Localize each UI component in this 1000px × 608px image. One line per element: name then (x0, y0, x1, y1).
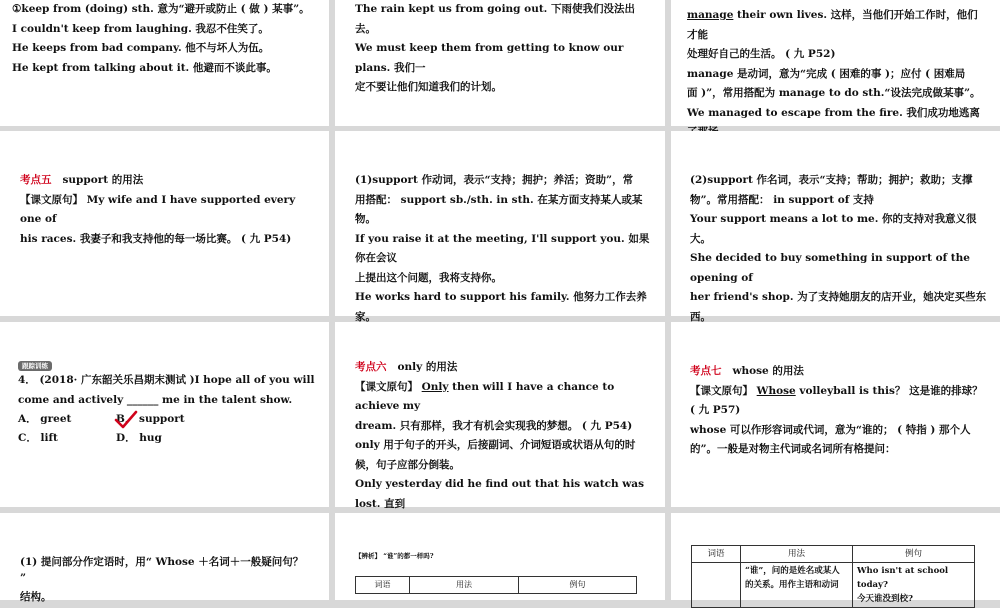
text-line (690, 382, 988, 402)
text-line: (2)support 作名词，表示“支持；帮助；拥护；救助；支撑 (690, 174, 973, 186)
text-line: The rain kept us from going out. 下雨使我们没法出去。 (355, 3, 635, 35)
slide-exercise (0, 322, 329, 507)
comparison-note: 【辨析】 “谁”的都一样吗? (355, 552, 434, 560)
text-line: her friend's shop. 为了支持她朋友的店开业，她决定买些东 (690, 291, 987, 303)
table-header-row (356, 577, 637, 594)
table-header: 用法 (741, 546, 853, 563)
text-line: (1) 提问部分作定语时，用“ Whose ＋名词＋一般疑问句？ (20, 556, 304, 568)
table-header-row (692, 546, 975, 563)
table-header: 词语 (692, 546, 741, 563)
slide-support-point (0, 131, 329, 316)
slide-manage (671, 0, 1000, 126)
text-fragment: volleyball is this？ 这是谁的排球？ (795, 384, 983, 397)
text-line (355, 378, 653, 417)
text-line: ( 九 P57) (690, 404, 741, 416)
text-line: 定不要让他们知道我们的计划。 (355, 81, 502, 93)
text-line (687, 6, 988, 45)
practice-badge: 跟踪训练 (18, 361, 52, 371)
text-line: manage 是动词，意为“完成 ( 困难的事 )；应付 ( 困难局 (687, 67, 966, 80)
slide-only-point (335, 322, 665, 510)
choice-d[interactable]: D． hug (116, 432, 162, 444)
answer-choices (18, 410, 317, 450)
text-fragment: 【课文原句】 (355, 380, 422, 393)
underlined-word: manage (687, 9, 734, 21)
question-line: 4． (2018· 广东韶关乐昌期末测试 )I hope all of you will (18, 374, 315, 386)
text-line: only 用于句子的开头，后接副词、介词短语或状语从句的时 (355, 439, 636, 451)
choice-b[interactable]: B． support (116, 413, 185, 425)
slide-comparison-table (671, 513, 1000, 604)
checkmark-icon (114, 410, 138, 430)
text-line: dream. 只有那样，我才有机会实现我的梦想。 ( 九 P54) (355, 419, 633, 432)
text-line: 处理好自己的生活。 ( 九 P52) (687, 48, 836, 60)
text-fragment: 【课文原句】 (690, 384, 757, 397)
point-heading (690, 362, 988, 382)
text-line: 的”。一般是对物主代词或名词所有格提问： (690, 443, 896, 455)
choice-c[interactable]: C． lift (18, 432, 58, 444)
text-line: 结构。 (20, 591, 52, 603)
comparison-table (355, 576, 637, 594)
cell-line: “谁”，问的是姓名或某人 (745, 566, 840, 576)
text-line: Your support means a lot to me. 你的支持对我意义很大。 (690, 213, 977, 245)
slide-whose-point (671, 322, 1000, 507)
text-line: He keeps from bad company. 他不与坏人为伍。 (12, 42, 270, 54)
text-line: She decided to buy something in support of the opening of (690, 252, 970, 284)
text-line: his races. 我妻子和我支持他的每一场比赛。 ( 九 P54) (20, 232, 292, 245)
point-label: 考点六 (355, 361, 387, 373)
slide-whose-usage (0, 513, 329, 603)
text-line: If you raise it at the meeting, I'll support you. 如果你在会议 (355, 232, 650, 264)
text-line: (1)support 作动词，表示“支持；拥护；养活；资助”，常 (355, 174, 634, 186)
text-line: ” (20, 571, 27, 584)
text-line: We managed to escape from the fire. 我们成功地逃离 (687, 106, 980, 119)
comparison-table (691, 545, 975, 608)
text-fragment: their own lives. 这样，当他们开始工作时，他们才能 (687, 9, 978, 41)
cell-line: Who isn't at school today? (857, 566, 949, 590)
point-label: 考点五 (20, 174, 52, 186)
table-header: 例句 (853, 546, 975, 563)
table-cell (853, 563, 975, 608)
text-line: 物”。常用搭配： in support of 支持 (690, 193, 874, 206)
underlined-word: Only (421, 380, 449, 393)
slide-keep-examples (335, 0, 665, 126)
point-heading (20, 171, 317, 191)
slide-comparison-note (335, 513, 665, 600)
text-line: 【课文原句】 My wife and I have supported every one of (20, 193, 296, 225)
slide-keep-from (0, 0, 329, 126)
text-line: I couldn't keep from laughing. 我忍不住笑了。 (12, 22, 269, 35)
point-label: 考点七 (690, 365, 722, 377)
text-line: 面 )”，常用搭配为 manage to do sth.“设法完成做某事”。 (687, 87, 981, 99)
text-fragment: then will I have a chance to achieve my (355, 380, 615, 412)
table-cell (692, 563, 741, 608)
table-cell (741, 563, 853, 608)
question-line: come and actively ______ me in the talent show. (18, 393, 293, 406)
choice-a[interactable]: A． greet (18, 413, 72, 425)
table-header: 用法 (410, 577, 519, 594)
point-title: only 的用法 (397, 361, 458, 373)
point-title: support 的用法 (62, 174, 144, 186)
point-title: whose 的用法 (732, 365, 804, 377)
slide-support-noun (671, 131, 1000, 323)
slide-support-verb (335, 131, 665, 323)
text-line: whose 可以作形容词或代词，意为“谁的； ( 特指 ) 那个人 (690, 423, 971, 436)
text-line: He kept from talking about it. 他避而不谈此事。 (12, 61, 277, 74)
cell-line: 今天谁没到校? (857, 594, 913, 604)
text-line: 候，句子应部分倒装。 (355, 458, 460, 471)
text-line: 西。 (690, 310, 711, 323)
text-line: 上提出这个问题，我将支持你。 (355, 271, 502, 284)
text-line: ①keep from (doing) sth. 意为“避开或防止 ( 做 ) 某事”。 (12, 3, 310, 15)
cell-line: 的关系。用作主语和动词 (745, 580, 839, 590)
text-line: We must keep them from getting to know our plans. 我们一 (355, 42, 624, 74)
point-heading (355, 358, 653, 378)
table-header: 例句 (519, 577, 637, 594)
text-line: Only yesterday did he find out that his watch was lost. 直到 (355, 478, 645, 510)
table-row (692, 563, 975, 608)
underlined-word: Whose (756, 384, 796, 397)
text-line: He works hard to support his family. 他努力工作去养家。 (355, 291, 647, 323)
text-line: 用搭配： support sb./sth. in sth. 在某方面支持某人或某物。 (355, 193, 643, 225)
table-header: 词语 (356, 577, 410, 594)
